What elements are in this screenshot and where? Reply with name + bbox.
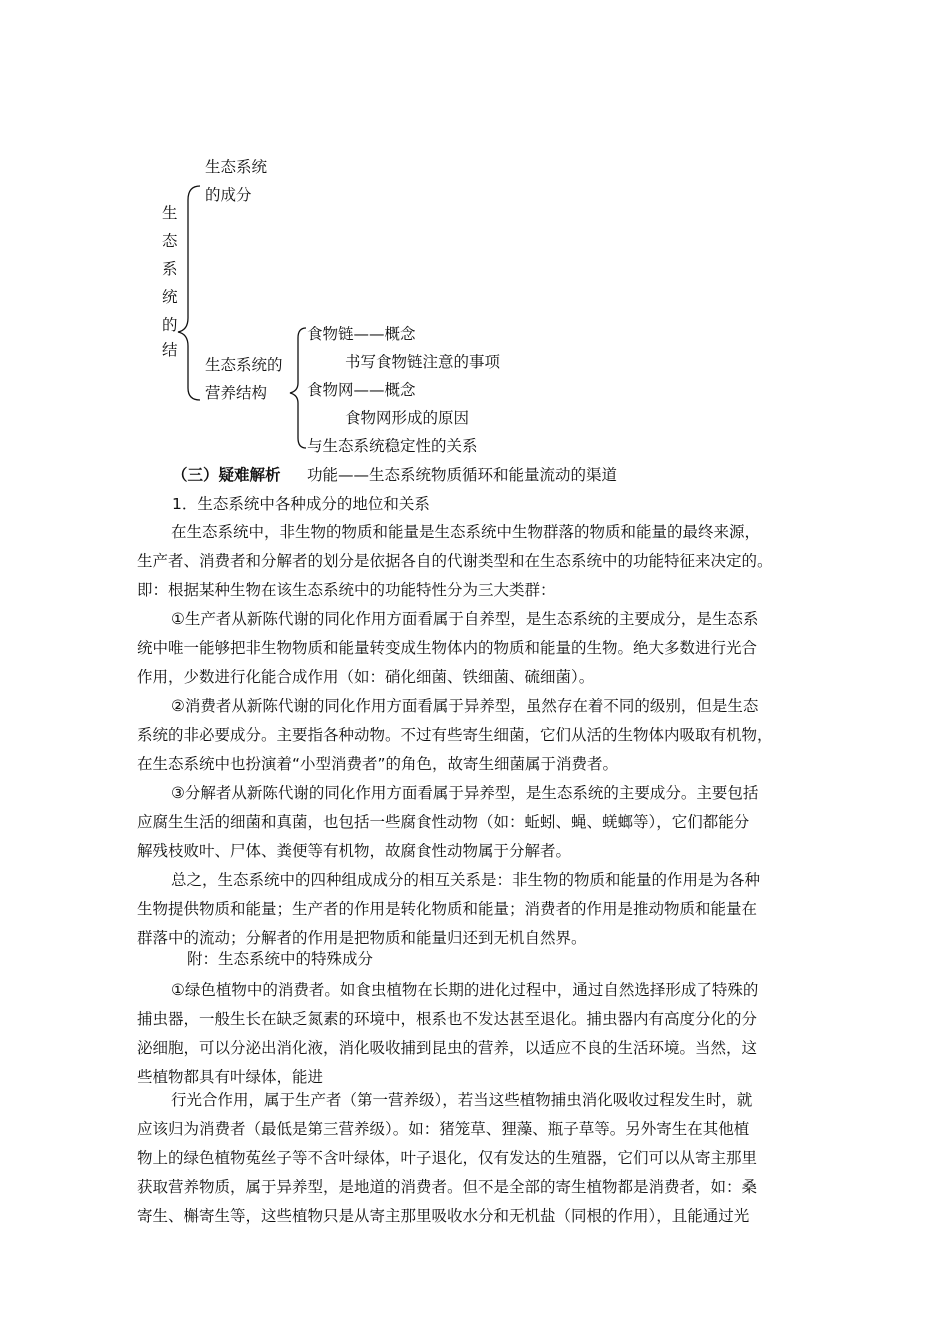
root-char: 系 — [162, 260, 178, 278]
component-label-line2: 的成分 — [205, 186, 252, 204]
food-web-concept: 食物网——概念 — [307, 381, 416, 399]
root-char: 生 — [162, 204, 178, 222]
paragraph-producer — [137, 605, 827, 692]
root-char: 统 — [162, 288, 178, 306]
paragraph-special-1 — [137, 976, 827, 1092]
food-chain-concept: 食物链——概念 — [307, 325, 416, 343]
paragraph-line: 总之，生态系统中的四种组成成分的相互关系是：非生物的物质和能量的作用是为各种 — [171, 871, 761, 889]
paragraph-line: 即：根据某种生物在该生态系统中的功能特性分为三大类群： — [137, 581, 556, 599]
trophic-label-line1: 生态系统的 — [205, 356, 283, 374]
component-label-line1: 生态系统 — [205, 158, 268, 176]
paragraph-line: 系统的非必要成分。主要指各种动物。不过有些寄生细菌，它们从活的生物体内吸取有机物， — [137, 726, 773, 744]
paragraph-line: 物上的绿色植物菟丝子等不含叶绿体，叶子退化，仅有发达的生殖器，它们可以从寄主那里 — [137, 1149, 758, 1167]
paragraph-line: 泌细胞，可以分泌出消化液，消化吸收捕到昆虫的营养，以适应不良的生活环境。当然，这 — [137, 1039, 758, 1057]
paragraph-line: 统中唯一能够把非生物物质和能量转变成生物体内的物质和能量的生物。绝大多数进行光合 — [137, 639, 758, 657]
function-line: 功能——生态系统物质循环和能量流动的渠道 — [307, 466, 618, 484]
paragraph-line: 应腐生生活的细菌和真菌，也包括一些腐食性动物（如：蚯蚓、蝇、蜣螂等），它们都能分 — [137, 813, 750, 831]
paragraph-line: 获取营养物质，属于异养型，是地道的消费者。但不是全部的寄生植物都是消费者，如：桑 — [137, 1178, 758, 1196]
paragraph-line: 些植物都具有叶绿体，能进 — [137, 1068, 324, 1086]
root-char: 态 — [162, 232, 178, 250]
paragraph-line: 在生态系统中也扮演着“小型消费者”的角色，故寄生细菌属于消费者。 — [137, 755, 619, 773]
paragraph-line: 应该归为消费者（最低是第三营养级）。如：猪笼草、狸藻、瓶子草等。另外寄生在其他植 — [137, 1120, 750, 1138]
paragraph-line: 在生态系统中，非生物的物质和能量是生态系统中生物群落的物质和能量的最终来源， — [171, 523, 761, 541]
paragraph-line: 附：生态系统中的特殊成分 — [187, 950, 374, 968]
root-char: 结 — [162, 341, 178, 359]
paragraph-line: 生产者、消费者和分解者的划分是依据各自的代谢类型和在生态系统中的功能特征来决定的。 — [137, 552, 773, 570]
subsection-title: 1．生态系统中各种成分的地位和关系 — [172, 495, 430, 513]
food-chain-notes: 书写食物链注意的事项 — [345, 353, 501, 371]
food-web-reason: 食物网形成的原因 — [345, 409, 470, 427]
trophic-label-line2: 营养结构 — [205, 384, 268, 402]
paragraph-line: 解残枝败叶、尸体、粪便等有机物，故腐食性动物属于分解者。 — [137, 842, 572, 860]
paragraph-line: 捕虫器，一般生长在缺乏氮素的环境中，根系也不发达甚至退化。捕虫器内有高度分化的分 — [137, 1010, 758, 1028]
paragraph-line: 寄生、槲寄生等，这些植物只是从寄主那里吸收水分和无机盐（同根的作用），且能通过光 — [137, 1207, 750, 1225]
paragraph-consumer — [137, 692, 827, 779]
paragraph-line: 群落中的流动；分解者的作用是把物质和能量归还到无机自然界。 — [137, 929, 587, 947]
root-char: 的 — [162, 316, 178, 334]
paragraph-line: ③分解者从新陈代谢的同化作用方面看属于异养型，是生态系统的主要成分。主要包括 — [171, 784, 759, 802]
paragraph-line: ②消费者从新陈代谢的同化作用方面看属于异养型，虽然存在着不同的级别，但是生态 — [171, 697, 759, 715]
trophic-brace — [0, 0, 950, 500]
section-heading: （三）疑难解析 — [172, 466, 281, 484]
paragraph-summary — [137, 866, 827, 953]
paragraph-appendix-title — [137, 945, 827, 974]
paragraph-line: 作用，少数进行化能合成作用（如：硝化细菌、铁细菌、硫细菌）。 — [137, 668, 595, 686]
paragraph-special-2 — [137, 1086, 827, 1231]
paragraph-decomposer — [137, 779, 827, 866]
paragraph-intro — [137, 518, 827, 605]
stability-relation: 与生态系统稳定性的关系 — [307, 437, 478, 455]
paragraph-line: 生物提供物质和能量；生产者的作用是转化物质和能量；消费者的作用是推动物质和能量在 — [137, 900, 758, 918]
paragraph-line: 行光合作用，属于生产者（第一营养级），若当这些植物捕虫消化吸收过程发生时，就 — [171, 1091, 753, 1109]
paragraph-line: ①绿色植物中的消费者。如食虫植物在长期的进化过程中，通过自然选择形成了特殊的 — [171, 981, 759, 999]
paragraph-line: ①生产者从新陈代谢的同化作用方面看属于自养型，是生态系统的主要成分，是生态系 — [171, 610, 759, 628]
